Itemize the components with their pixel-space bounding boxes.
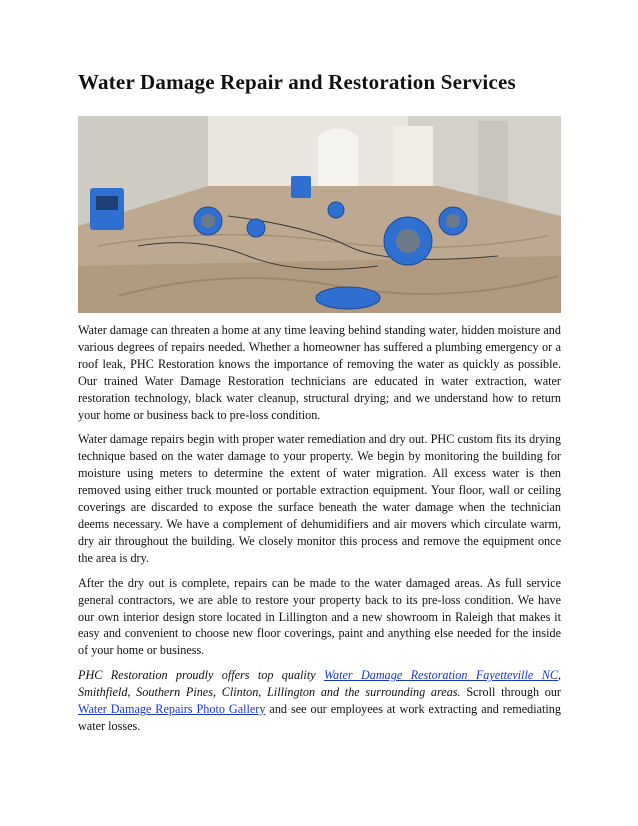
- service-area-text: PHC Restoration proudly offers top quality: [78, 668, 324, 683]
- service-area-text-continued: , Smithfield, Southern Pines, Clinton, Lillington and the surrounding areas.: [78, 668, 561, 700]
- intro-paragraph: Water damage can threaten a home at any time leaving behind standing water, hidden moisture and various degrees of repairs needed. Whether a homeowner has suffered a plumbing emergency or a roof leak, PHC Restoration knows the importance of removing the water as quickly as possible. Our trained Water Damage Restoration technicians are educated in water extraction, water restoration technology, black water cleanup, structural drying; and we understand how to return your home or business back to pre-loss condition.: [78, 323, 561, 422]
- service-area-paragraph: [78, 667, 561, 735]
- water-damage-photo: [78, 116, 561, 313]
- repairs-paragraph: Water damage repairs begin with proper water remediation and dry out. PHC custom fits its drying technique based on the water damage to your property. We begin by monitoring the building for moisture using meters to determine the extent of water migration. All excess water is then removed using either truck mounted or portable extraction equipment. Your floor, wall or ceiling coverings are discarded to expose the surface beneath the water damage when the technician deems necessary. We have a complement of dehumidifiers and air movers which circulate warm, dry air throughout the building. We closely monitor this process and remove the equipment once the area is dry.: [78, 432, 561, 565]
- body-text: [78, 322, 561, 743]
- gallery-text: Scroll through our: [460, 685, 561, 700]
- page-title: Water Damage Repair and Restoration Services: [78, 70, 516, 94]
- photo-gallery-link[interactable]: Water Damage Repairs Photo Gallery: [78, 702, 266, 717]
- gallery-text-continued: and see our employees at work extracting and remediating water losses.: [78, 702, 561, 733]
- after-dryout-paragraph: After the dry out is complete, repairs can be made to the water damaged areas. As full service general contractors, we are able to restore your property back to its pre-loss condition. We have our own interior design store located in Lillington and a new showroom in Raleigh that makes it easy and convenient to choose new floor coverings, paint and anything else needed for the inside of your home or business.: [78, 575, 561, 658]
- water-damage-restoration-link[interactable]: Water Damage Restoration Fayetteville NC: [323, 668, 558, 683]
